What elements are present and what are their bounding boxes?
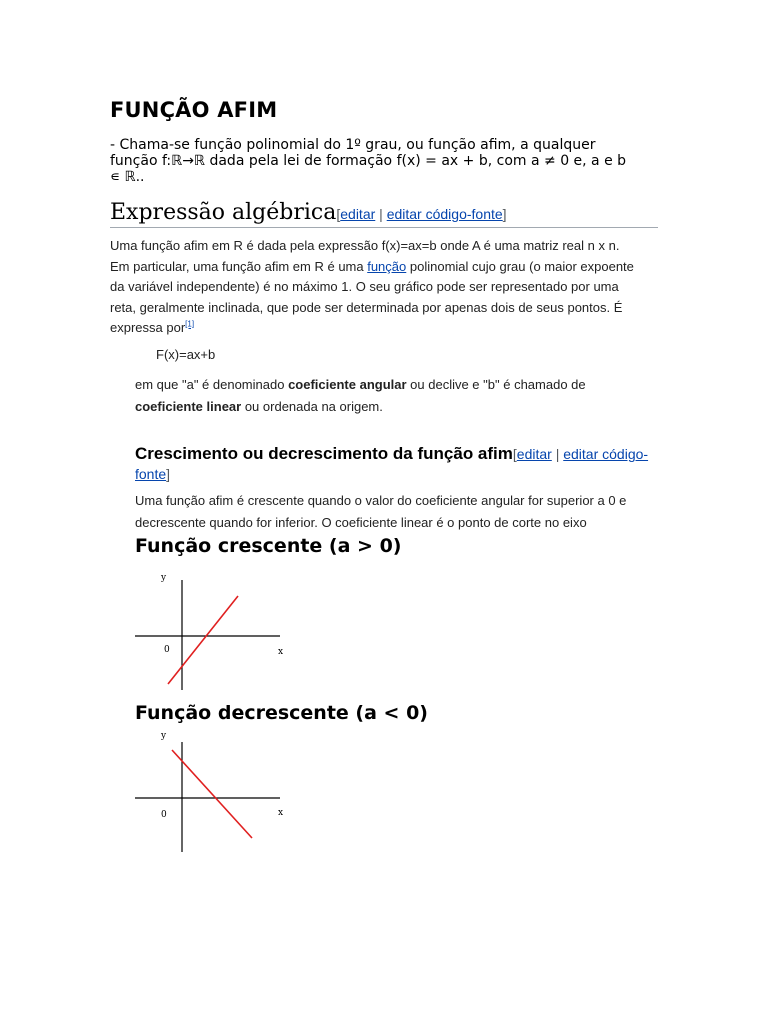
edit-source-link[interactable]: editar código-fonte: [386, 206, 503, 222]
page-title: FUNÇÃO AFIM: [110, 98, 278, 122]
definition-text: ou ordenada na origem.: [241, 398, 383, 414]
paragraph-text: Uma função afim em R é dada pela expressão f(x)=ax=b onde A é uma matriz real n x n. Em particular, uma função afim em R é uma: [110, 238, 620, 274]
section-heading-algebrica: [110, 200, 658, 228]
crescimento-paragraph: Uma função afim é crescente quando o valor do coeficiente angular for superior a 0 e decrescente quando for inferior. O coeficiente linear é o ponto de corte no eixo: [135, 493, 627, 530]
x-axis-label: x: [278, 808, 284, 818]
formula: F(x)=ax+b: [156, 347, 216, 362]
edit-section-links: [editar | editar código-fonte]: [336, 206, 507, 222]
section-heading-text: Crescimento ou decrescimento da função afim: [135, 444, 513, 463]
definition-text: ou declive e "b" é chamado de: [406, 377, 586, 392]
paragraph-text: polinomial cujo grau (o maior expoente da variável independente) é no máximo 1. O seu gráfico pode ser representado por uma reta, geralmente inclinada, que pode ser determinada por apenas dois de seus pontos. É expressa por: [110, 258, 634, 335]
decreasing-line: [172, 750, 252, 838]
edit-link[interactable]: editar: [516, 446, 552, 462]
funcao-link[interactable]: função: [367, 258, 407, 274]
graph-crescente: [130, 568, 290, 694]
coeficiente-angular-term: coeficiente angular: [288, 377, 407, 392]
edit-link[interactable]: editar: [340, 206, 376, 222]
origin-label: 0: [164, 645, 170, 655]
section-heading-crescimento: [135, 444, 655, 484]
algebrica-paragraph: [110, 236, 640, 339]
section-heading-text: Expressão algébrica: [110, 200, 337, 225]
graph-decrescente: [130, 728, 290, 854]
y-axis-label: y: [161, 731, 167, 741]
reference-link[interactable]: [1]: [185, 319, 195, 329]
edit-source-link[interactable]: editar código-fonte: [135, 446, 649, 482]
origin-label: 0: [161, 810, 167, 820]
definition-text: em que "a" é denominado: [135, 377, 289, 392]
x-axis-label: x: [278, 647, 284, 657]
graph-decrescente-title: Função decrescente (a < 0): [135, 702, 428, 724]
graph-crescente-title: Função crescente (a > 0): [135, 535, 402, 557]
coefficient-definition: [135, 374, 635, 417]
coeficiente-linear-term: coeficiente linear: [135, 398, 242, 414]
edit-section-links: [editar | editar código-fonte]: [135, 446, 649, 482]
increasing-line: [168, 596, 238, 684]
y-axis-label: y: [161, 573, 167, 583]
intro-paragraph: - Chama-se função polinomial do 1º grau, ou função afim, a qualquer função f:ℝ→ℝ dada pela lei de formação f(x) = ax + b, com a ≠ 0 e, a e b ∊ ℝ..: [110, 137, 627, 185]
